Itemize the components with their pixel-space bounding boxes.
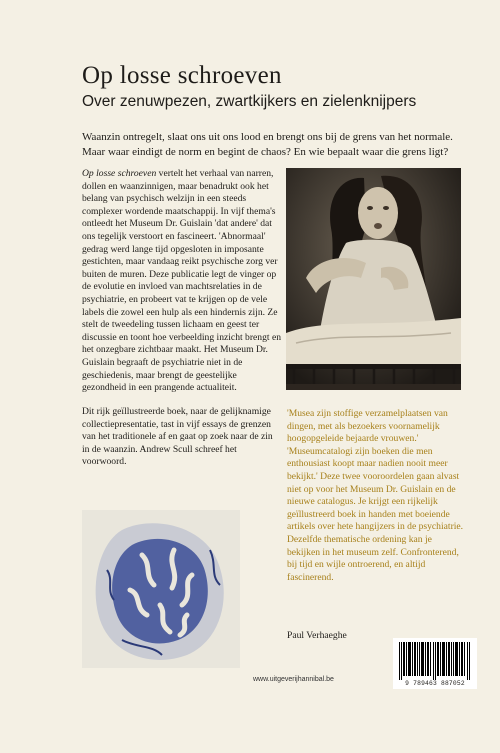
review-quote: 'Musea zijn stoffige verzamelplaatsen van dingen, met als bezoekers voornamelijk hoogopgeleide bejaarde vrouwen.' 'Museumcatalogi zijn boeken die men enthousiast koopt maar nadien nooit meer bekijkt.' Deze twee vooroordelen gaan alvast niet op voor het Museum Dr. Guislain en de nieuwe catalogus. Je krijgt een rijkelijk geïllustreerd boek in handen met boeiende artikels over hete hangijzers in de psychiatrie. Dezelfde thematische ordening kan je bekijken in het museum zelf. Confronterend, bij tijd en wijle ontroerend, en altijd fascinerend. [287, 408, 464, 583]
isbn-barcode [393, 638, 477, 689]
brain-section-illustration [82, 510, 240, 668]
book-title-inline: Op losse schroeven [82, 168, 157, 179]
book-subtitle: Over zenuwpezen, zwartkijkers en zielenknijpers [82, 93, 417, 110]
quote-author: Paul Verhaeghe [287, 630, 347, 641]
historical-patient-photo [286, 168, 461, 390]
publisher-url[interactable]: www.uitgeverijhannibal.be [253, 676, 334, 683]
barcode-icon [393, 640, 477, 682]
description-paragraph-1 [82, 168, 282, 395]
photo-icon [286, 168, 461, 390]
description-paragraph-1-text: vertelt het verhaal van narren, dollen en waanzinnigen, maar benadrukt ook het belang van psychisch welzijn in een steeds complexer wordende maatschappij. In vijf thema's ontleedt het Museum Dr. Guislain 'dat andere' dat ons tegelijk verstoort en fascineert. 'Abnormaal' gedrag werd lange tijd opgesloten in imposante gestichten, maar vandaag reikt psychische zorg ver buiten de muren. Deze publicatie legt de vinger op de evolutie en invloed van machtsrelaties in de psychiatrie, en probeert vat te krijgen op de vele labels die zowel een hulp als een hindernis zijn. Ze stelt de tweedeling tussen lichaam en geest ter discussie en toont hoe verbeelding inzicht brengt en het onzegbare zichtbaar maakt. Het Museum Dr. Guislain begraaft de psychiatrie niet in de geschiedenis, maar brengt de geestelijke gezondheid in een prangende actualiteit. [82, 168, 282, 394]
description-paragraph-2: Dit rijk geïllustreerde boek, naar de gelijknamige collectiepresentatie, tast in vijf essays de grenzen van het traditionele af en gaat op zoek naar de zin in de waanzin. Andrew Scull schreef het voorwoord. [82, 406, 273, 468]
book-title: Op losse schroeven [82, 62, 282, 89]
intro-paragraph: Waanzin ontregelt, slaat ons uit ons lood en brengt ons bij de grens van het normale. Maar waar eindigt de norm en begint de chaos? En wie bepaalt waar die grens ligt? [82, 131, 453, 158]
isbn-number: 9 789463 887052 [405, 680, 465, 687]
brain-icon [82, 510, 240, 668]
